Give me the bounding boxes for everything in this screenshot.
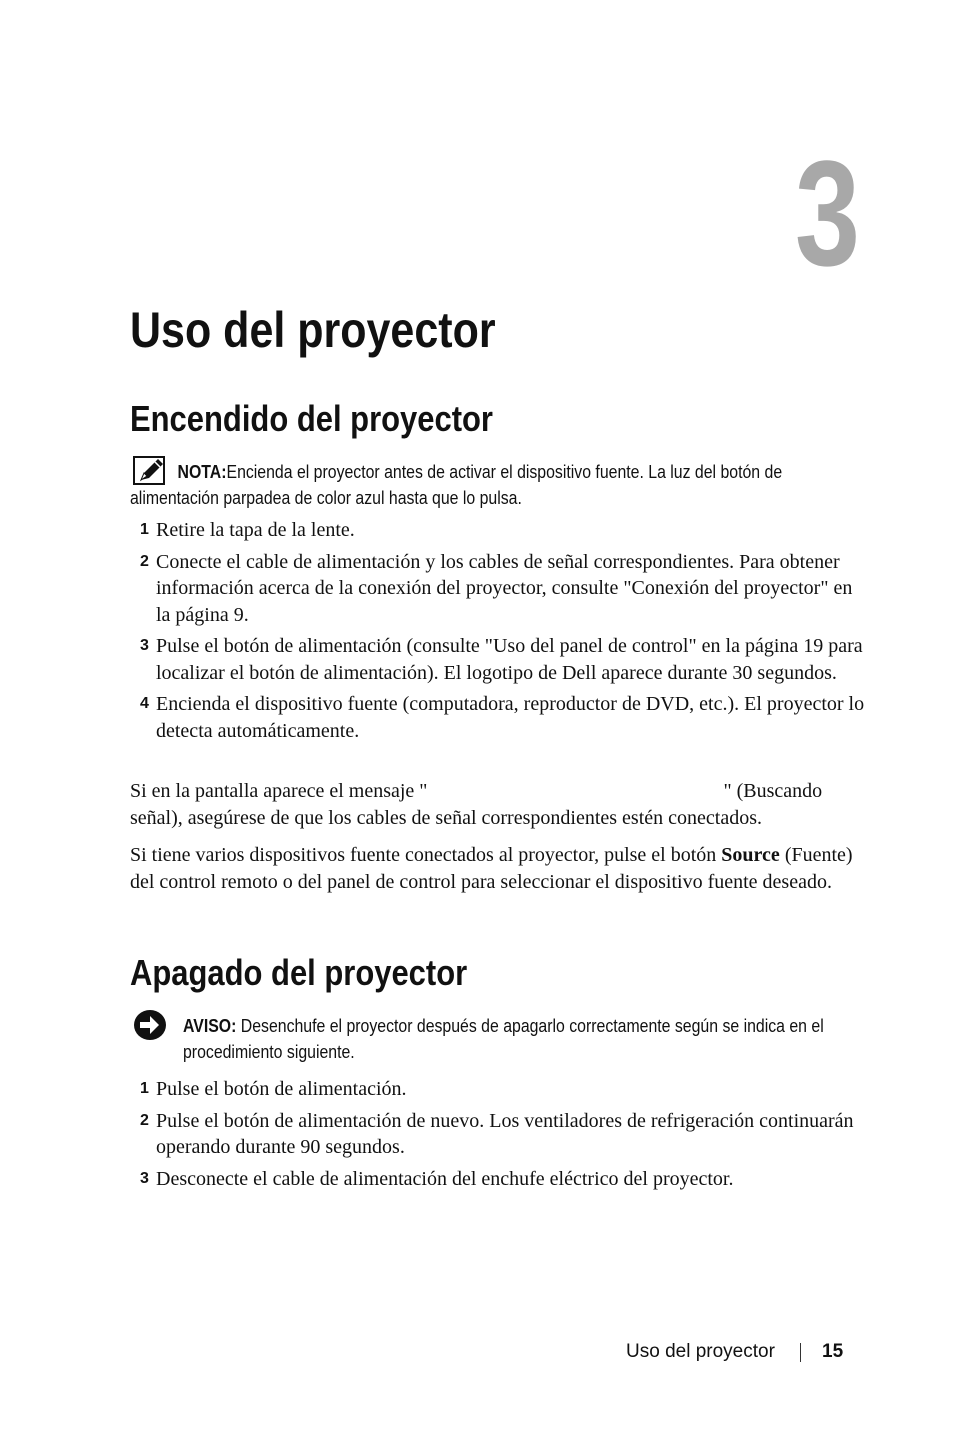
searching-signal-paragraph bbox=[130, 778, 865, 831]
para-text: Si tiene varios dispositivos fuente conectados al proyector, pulse el botón bbox=[130, 844, 722, 866]
page-footer bbox=[626, 1338, 856, 1366]
step-number: 3 bbox=[140, 1169, 149, 1187]
step-number: 1 bbox=[140, 521, 149, 538]
page-title: Uso del proyector bbox=[130, 302, 496, 358]
source-button-label: Source bbox=[721, 844, 780, 866]
notice-text: Desenchufe el proyector después de apagarlo correctamente según se indica en el procedimiento siguiente. bbox=[183, 1016, 824, 1062]
step-text: Pulse el botón de alimentación (consulte "Uso del panel de control" en la página 19 para localizar el botón de alimentación). El logotipo de Dell aparece durante 30 segundos. bbox=[156, 635, 863, 684]
step-number: 4 bbox=[140, 695, 149, 712]
step-text: Retire la tapa de la lente. bbox=[156, 519, 355, 541]
note-block bbox=[130, 459, 860, 511]
list-item bbox=[130, 691, 870, 744]
section-heading-power-on: Encendido del proyector bbox=[130, 398, 493, 439]
note-label: NOTA: bbox=[177, 462, 227, 482]
list-item bbox=[130, 549, 870, 629]
step-text: Desconecte el cable de alimentación del enchufe eléctrico del proyector. bbox=[156, 1167, 734, 1190]
step-text: Pulse el botón de alimentación. bbox=[156, 1078, 407, 1100]
list-item bbox=[130, 517, 870, 544]
section-heading-power-off: Apagado del proyector bbox=[130, 952, 468, 993]
step-number: 1 bbox=[140, 1080, 149, 1097]
footer-divider bbox=[800, 1343, 801, 1362]
power-off-steps bbox=[130, 1076, 870, 1197]
notice-arrow-icon bbox=[132, 1008, 168, 1042]
para-text: " (Buscando señal), asegúrese de que los cables de señal correspondientes estén conectados. bbox=[130, 780, 823, 829]
step-number: 3 bbox=[140, 637, 149, 654]
list-item bbox=[130, 633, 870, 686]
multiple-sources-paragraph bbox=[130, 842, 865, 895]
list-item bbox=[130, 1076, 870, 1103]
step-number: 2 bbox=[140, 552, 149, 570]
para-text: Si en la pantalla aparece el mensaje " bbox=[130, 780, 428, 802]
power-on-steps bbox=[130, 517, 870, 749]
step-number: 2 bbox=[140, 1111, 149, 1129]
list-item bbox=[130, 1166, 870, 1193]
note-text: Encienda el proyector antes de activar el dispositivo fuente. La luz del botón de alimentación parpadea de color azul hasta que lo pulsa. bbox=[130, 462, 783, 508]
footer-section-title: Uso del proyector bbox=[626, 1341, 775, 1362]
notice-block bbox=[183, 1013, 852, 1065]
step-text: Encienda el dispositivo fuente (computadora, reproductor de DVD, etc.). El proyector lo detecta automáticamente. bbox=[156, 693, 865, 742]
step-text: Conecte el cable de alimentación y los cables de señal correspondientes. Para obtener información acerca de la conexión del proyector, consulte "Conexión del proyector" en la página 9. bbox=[156, 550, 853, 626]
notice-label: AVISO: bbox=[183, 1016, 237, 1036]
list-item bbox=[130, 1108, 870, 1161]
para-text: (Fuente) del control remoto o del panel de control para seleccionar el dispositivo fuente deseado. bbox=[130, 844, 853, 893]
page-number: 15 bbox=[822, 1341, 844, 1362]
step-text: Pulse el botón de alimentación de nuevo. Los ventiladores de refrigeración continuarán operando durante 90 segundos. bbox=[156, 1109, 854, 1158]
chapter-number: 3 bbox=[794, 129, 860, 297]
